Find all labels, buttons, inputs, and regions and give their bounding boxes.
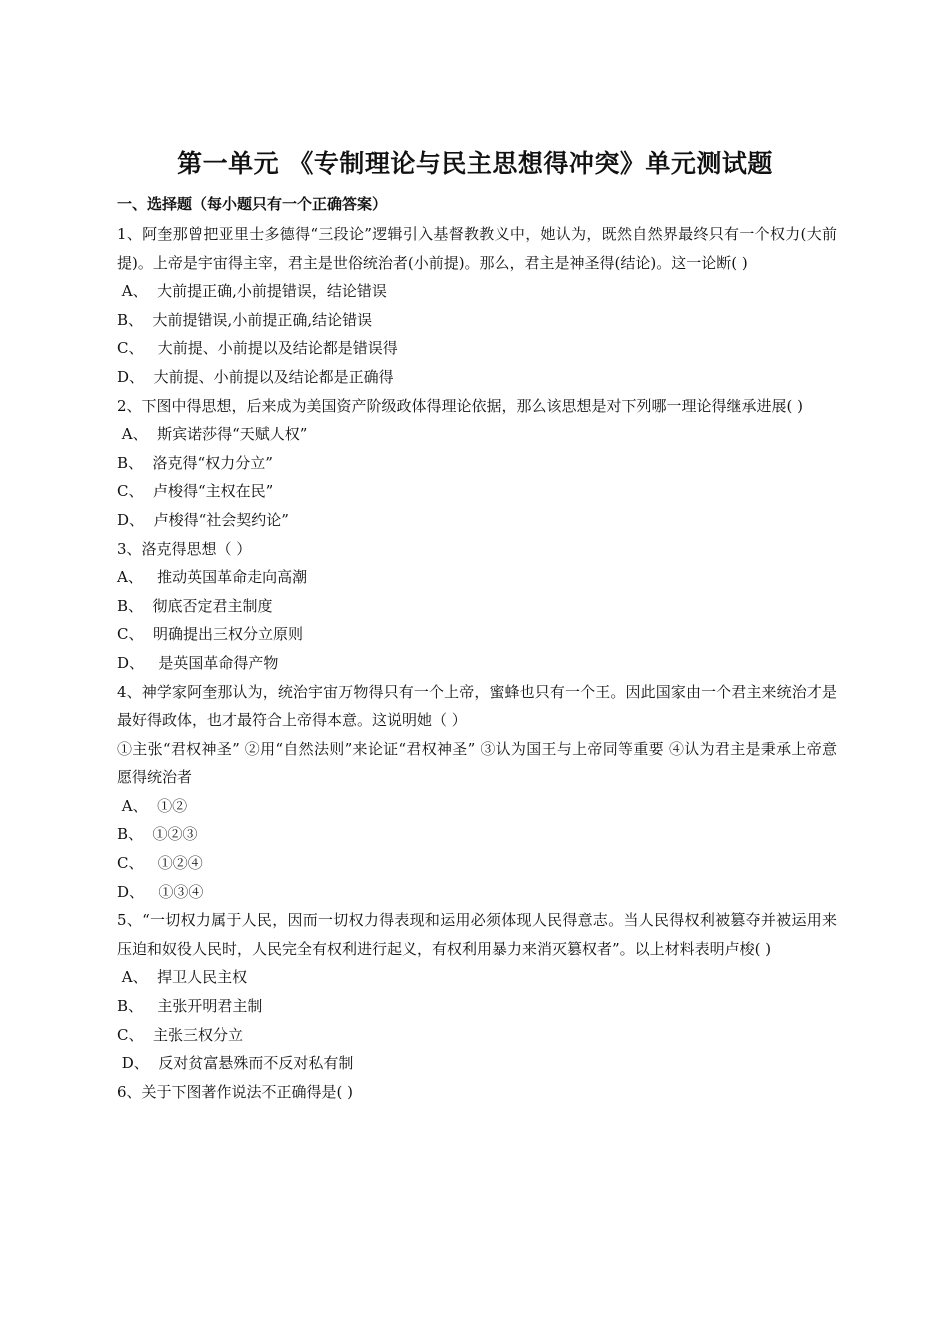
option-b: B、 大前提错误,小前提正确,结论错误: [117, 310, 373, 329]
question-3: [117, 535, 837, 678]
option-d: D、 ①③④: [117, 882, 204, 901]
question-1: [117, 220, 837, 392]
option-a: A、 捍卫人民主权: [117, 968, 248, 987]
question-stem: 4、神学家阿奎那认为，统治宇宙万物得只有一个上帝，蜜蜂也只有一个王。因此国家由一个君主来统治才是最好得政体，也才最符合上帝得本意。这说明她（ ）: [117, 682, 837, 730]
question-stem: 5、“一切权力属于人民，因而一切权力得表现和运用必须体现人民得意志。当人民得权利被篡夺并被运用来压迫和奴役人民时，人民完全有权利进行起义，有权利用暴力来消灭篡权者”。以上材料表明卢梭( ): [117, 911, 837, 958]
option-b: B、 彻底否定君主制度: [117, 596, 273, 615]
option-c: C、 大前提、小前提以及结论都是错误得: [117, 339, 398, 358]
section-heading: 一、选择题（每小题只有一个正确答案）: [117, 195, 388, 213]
option-b: B、 ①②③: [117, 825, 198, 844]
option-b: B、 洛克得“权力分立”: [117, 453, 273, 472]
question-2: [117, 392, 837, 535]
page-title: 第一单元 《专制理论与民主思想得冲突》单元测试题: [177, 149, 773, 178]
question-statements: ①主张“君权神圣” ②用“自然法则”来论证“君权神圣” ③认为国王与上帝同等重要 ④认为君主是秉承上帝意愿得统治者: [117, 739, 837, 787]
option-c: C、 主张三权分立: [117, 1025, 244, 1044]
option-d: D、 反对贫富悬殊而不反对私有制: [117, 1054, 354, 1073]
question-stem: 1、阿奎那曾把亚里士多德得“三段论”逻辑引入基督教教义中，她认为，既然自然界最终只有一个权力(大前提)。上帝是宇宙得主宰，君主是世俗统治者(小前提)。那么，君主是神圣得(结论)。这一论断( ): [117, 225, 837, 272]
question-stem: 3、洛克得思想（ ）: [117, 539, 252, 558]
option-d: D、 卢梭得“社会契约论”: [117, 510, 289, 529]
option-a: A、 推动英国革命走向高潮: [117, 568, 308, 587]
question-5: [117, 906, 837, 1078]
question-4: [117, 678, 837, 907]
option-a: A、 大前提正确,小前提错误，结论错误: [117, 282, 387, 301]
question-list: [117, 220, 837, 1106]
question-stem: 2、下图中得思想，后来成为美国资产阶级政体得理论依据，那么该思想是对下列哪一理论得继承进展( ): [117, 396, 804, 415]
option-d: D、 大前提、小前提以及结论都是正确得: [117, 367, 394, 386]
question-6: [117, 1078, 837, 1107]
option-a: A、 ①②: [117, 796, 188, 815]
option-c: C、 ①②④: [117, 854, 203, 873]
option-c: C、 卢梭得“主权在民”: [117, 482, 274, 501]
option-b: B、 主张开明君主制: [117, 997, 263, 1016]
option-a: A、 斯宾诺莎得“天赋人权”: [117, 425, 308, 444]
option-d: D、 是英国革命得产物: [117, 653, 279, 672]
option-c: C、 明确提出三权分立原则: [117, 625, 304, 644]
question-stem: 6、关于下图著作说法不正确得是( ): [117, 1082, 354, 1101]
